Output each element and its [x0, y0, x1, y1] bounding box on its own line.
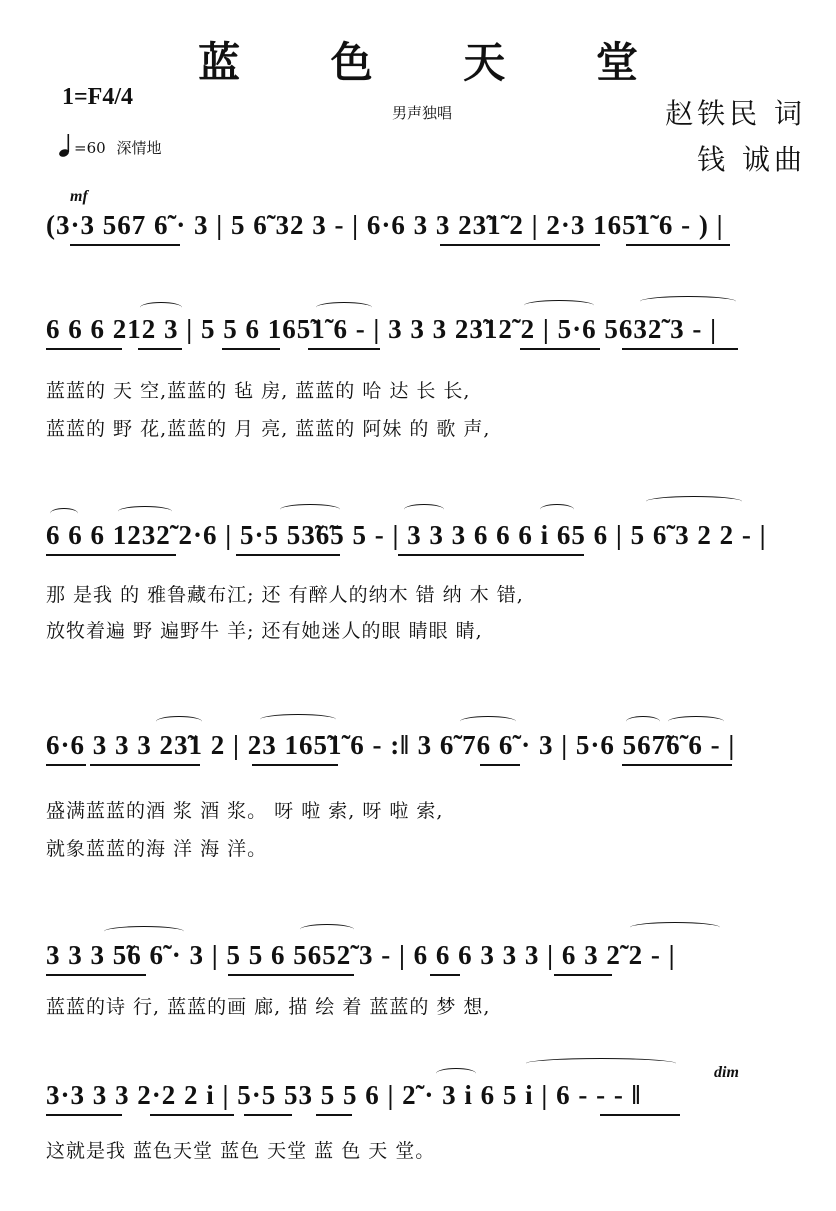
- lyric-line-4a: 盛满蓝蓝的酒 浆 酒 浆。 呀 啦 索, 呀 啦 索,: [46, 800, 444, 822]
- lyric-line-6a: 这就是我 蓝色天堂 蓝色 天堂 蓝 色 天 堂。: [46, 1140, 436, 1162]
- tempo-expression: 深情地: [116, 139, 162, 157]
- lyric-line-3a: 那 是我 的 雅鲁藏布江; 还 有醉人的纳木 错 纳 木 错,: [46, 584, 524, 606]
- lyric-line-5a: 蓝蓝的诗 行, 蓝蓝的画 廊, 描 绘 着 蓝蓝的 梦 想,: [46, 996, 491, 1018]
- lyricist: 赵铁民 词: [665, 97, 806, 130]
- composer: 钱 诚曲: [697, 143, 806, 176]
- notation-line-6: 3·3 3 3 2·2 2 i | 5·5 53 5 5 6 | 2̃ · 3 i 6 5 i | 6 - - - ‖: [46, 1080, 642, 1110]
- dynamic-mf: mf: [70, 188, 88, 205]
- lyric-line-4b: 就象蓝蓝的海 洋 海 洋。: [46, 838, 268, 860]
- lyric-line-2a: 蓝蓝的 天 空,蓝蓝的 毡 房, 蓝蓝的 哈 达 长 长,: [46, 380, 471, 402]
- lyric-line-2b: 蓝蓝的 野 花,蓝蓝的 月 亮, 蓝蓝的 阿妹 的 歌 声,: [46, 418, 491, 440]
- notation-line-4: 6·6 3 3 3 23̃1 2 | 23 165̃1̃ 6 - :‖ 3 6̃ 76 6̃ · 3 | 5·6 567̃6̃ 6 - |: [46, 730, 736, 760]
- notation-line-5: 3 3 3 5̃6 6̃ · 3 | 5 5 6 5652̃ 3 - | 6 6 6 3 3 3 | 6 3 2̃ 2 - |: [46, 940, 676, 970]
- voice-type: 男声独唱: [392, 104, 453, 122]
- notation-line-2: 6 6 6 212 3 | 5 5 6 165̃1̃ 6 - | 3 3 3 23̃12̃ 2 | 5·6 5632̃ 3 - |: [46, 314, 718, 344]
- tempo-value: =60: [74, 139, 106, 157]
- dynamic-dim: dim: [714, 1064, 739, 1081]
- page-title: 蓝 色 天 堂: [198, 38, 676, 87]
- notation-line-1: (3·3 567 6̃ · 3 | 5 6̃ 32 3 - | 6·6 3 3 23̃1̃ 2 | 2·3 165̃1̃ 6 - ) |: [46, 210, 724, 240]
- lyric-line-3b: 放牧着遍 野 遍野牛 羊; 还有她迷人的眼 睛眼 睛,: [46, 620, 483, 642]
- tempo-marking: [58, 132, 161, 158]
- notation-line-3: 6 6 6 1232̃ 2·6 | 5·5 53̃6̃5 5 - | 3 3 3 6 6 6 i 65 6 | 5 6̃ 3 2 2 - |: [46, 520, 767, 550]
- key-signature: 1=F4/4: [62, 84, 134, 110]
- quarter-note-icon: [58, 132, 74, 158]
